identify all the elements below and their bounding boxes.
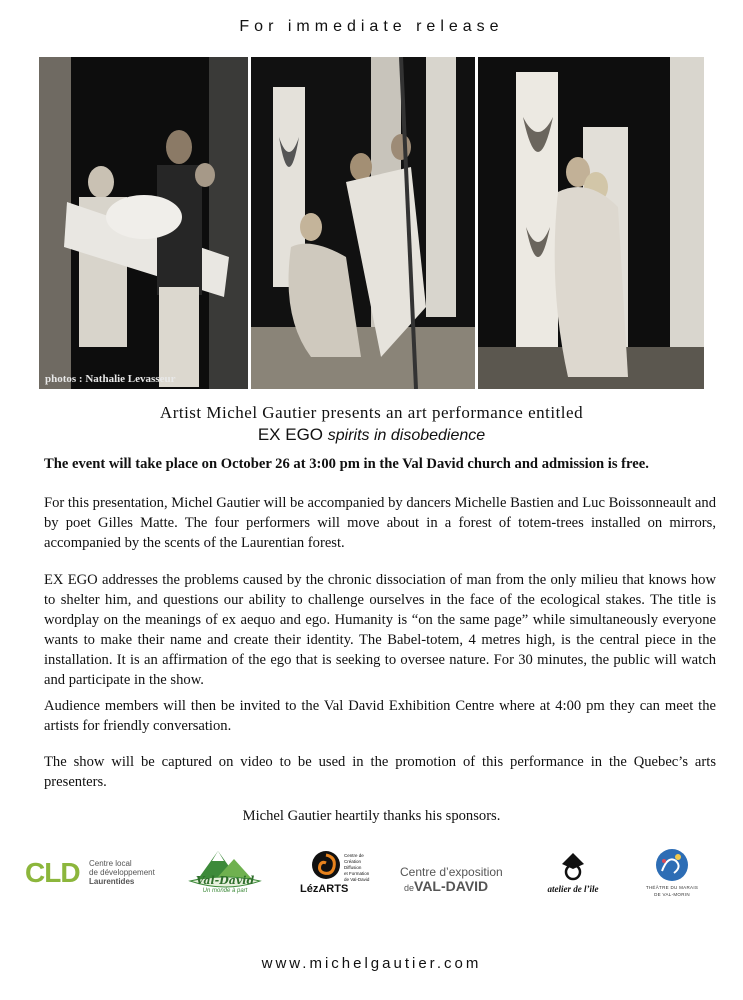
- paragraph-video: The show will be captured on video to be used in the promotion of this performance in the Quebec’s arts presenters.: [44, 754, 716, 790]
- centre-exposition-logo: [400, 845, 510, 901]
- cld-line2: de développement: [89, 868, 155, 877]
- lezarts-line2: Création: [344, 859, 362, 864]
- theatre-du-marais-logo: [640, 845, 704, 901]
- cld-logo: [25, 845, 165, 901]
- paragraph-performers: For this presentation, Michel Gautier will be accompanied by dancers Michelle Bastien and Luc Boissonneault and by poet Gilles Matte. The four performers will move about in a forest of totem-trees installed on mirrors, accompanied by the scents of the Laurentian forest.: [44, 495, 716, 551]
- theatre-line2: DE VAL-MORIN: [654, 892, 690, 897]
- website-url[interactable]: www.michelgautier.com: [261, 955, 482, 972]
- centre-line3: VAL-DAVID: [414, 878, 489, 894]
- centre-line1: Centre d’exposition: [400, 865, 503, 879]
- performance-photo-3: [478, 57, 704, 389]
- lezarts-line5: de Val-David: [344, 877, 370, 882]
- lezarts-line1: Centre de: [344, 853, 364, 858]
- lezarts-swirl-icon: [310, 849, 342, 883]
- photo-credit: photos : Nathalie Levasseur: [45, 373, 176, 385]
- paragraph-meet-artists: Audience members will then be invited to the Val David Exhibition Centre where at 4:00 pm they can meet the artists for friendly conversation.: [44, 698, 716, 734]
- photo-strip: [39, 57, 704, 389]
- performance-photo-2: [251, 57, 475, 389]
- centre-line2: de: [404, 883, 415, 893]
- atelier-de-lile-logo: [540, 845, 606, 901]
- val-david-tagline: Un monde à part: [202, 888, 248, 894]
- release-heading: For immediate release: [239, 18, 504, 35]
- cld-line3: Laurentides: [89, 877, 135, 886]
- event-details: The event will take place on October 26 at 3:00 pm in the Val David church and admission is free.: [44, 456, 649, 472]
- announcement-intro: Artist Michel Gautier presents an art performance entitled: [159, 403, 584, 422]
- val-david-name: Val-David: [195, 874, 255, 887]
- lezarts-line3: Diffusion: [344, 865, 362, 870]
- paragraph-concept: EX EGO addresses the problems caused by the chronic dissociation of man from the only milieu that knows how to shelter him, and questions our ability to challenge ourselves in the face of the ecological stakes. The title is wordplay on the meanings of ex aequo and ego. Humanity is “on the same page” while simultaneously everyone wants to make their name and create their identity. The Babel-totem, 4 metres high, is the central piece in the installation. It is an affirmation of the ego that is seeking to oversee nature. For 30 minutes, the public will watch and participate in the show.: [44, 572, 716, 688]
- title-main: EX EGO: [257, 425, 324, 444]
- cld-mark: CLD: [25, 857, 80, 888]
- cld-line1: Centre local: [89, 859, 132, 868]
- val-david-logo: [188, 845, 262, 901]
- sponsor-thanks: Michel Gautier heartily thanks his sponsors.: [242, 808, 501, 824]
- performance-photo-1: [39, 57, 248, 389]
- performance-title: [0, 425, 743, 445]
- atelier-name: atelier de l’île: [547, 884, 599, 894]
- lezarts-logo: [300, 845, 372, 901]
- theatre-globe-icon: [652, 847, 692, 883]
- theatre-line1: THÉÂTRE DU MARAIS: [645, 885, 699, 890]
- atelier-emblem-icon: [560, 851, 586, 881]
- lezarts-line4: et Formation: [344, 871, 370, 876]
- title-subtitle: spirits in disobedience: [327, 427, 486, 444]
- lezarts-name: LézARTS: [300, 883, 349, 895]
